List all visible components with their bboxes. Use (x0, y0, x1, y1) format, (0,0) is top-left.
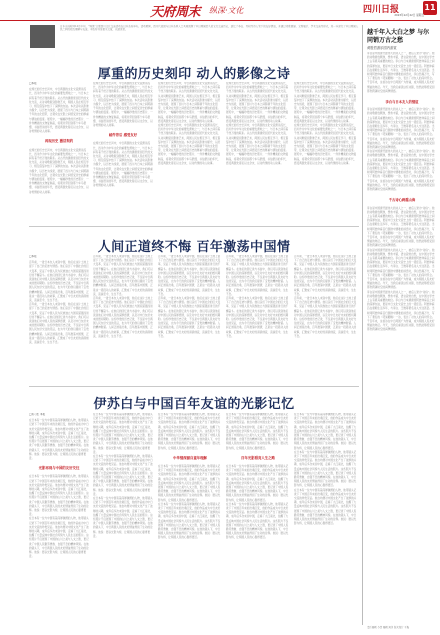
article-3-col-4 (226, 413, 290, 625)
article-2-col-3 (158, 255, 222, 380)
article-3-col-3 (158, 413, 222, 625)
article-2-text: 百年前，一批日本友人来到中国，他们在这片土地上留下了自己的足迹与情感。他们亲历了中国社会的巨大变革，见证了中国人民为民族独立与国家富强而进行的不懈奋斗。在他们的回忆录与书信中，我们可以读到他们对中国人民的深厚感情，以及对中日友好未来的殷切期盼。这些珍贵的历史记录，不仅是中日两国人民友好交往的见证，也为今天的我们提供了宝贵的精神财富。人间正道是沧桑，百年激荡中国情，正是这一段段动人的故事，汇聚成了中日友好的涓涓细流，流淌至今，生生不息。 (93, 255, 153, 296)
article-3-text: 在日本有一位与中国有着深厚渊源的人物，他用镜头记录下了中国百年来的沧桑巨变，他的作品成为中日友好交流的珍贵见证。他自幼便对中国文化产生了浓厚的兴趣，成年后多次来到中国，走遍了大江南北，拍摄了大量反映中国社会风貌与人民生活的照片。这些照片不仅展现了中国的山川之美与人文之胜，更记录了中国人民勤劳勇敢、自强不息的精神风貌。在他的镜头下，中日两国人民的友好情谊得到了生动的诠释。他说：愿以光影为桥，让两国人民的心靠得更近。 (29, 517, 89, 559)
sidebar-article-text: 李白是中国唐代最伟大的诗人之一，被后人誉为“诗仙”。他的诗歌豪放飘逸，想象丰富，语言流转自然，在中国文学史上占有极其重要的地位。李白与日本遣唐使阿倍仲麻吕之间的深厚友谊，更是中日文化交流史上的一段佳话。阿倍仲麻吕在唐朝生活多年，与李白、王维等著名诗人交往甚密。当听闻阿倍仲麻吕归国途中遇难的消息时，李白悲痛万分，写下了著名的《哭晁卿衡》一诗，表达了对友人的深切怀念。千百年来，这首诗在中日两国广为传诵，成为两国人民友好情谊的象征。今天，当我们重读这些诗篇，依然能够感受到那份跨越时空的真挚情感。 (367, 150, 435, 192)
article-2-text: 百年前，一批日本友人来到中国，他们在这片土地上留下了自己的足迹与情感。他们亲历了中国社会的巨大变革，见证了中国人民为民族独立与国家富强而进行的不懈奋斗。在他们的回忆录与书信中，我们可以读到他们对中国人民的深厚感情，以及对中日友好未来的殷切期盼。这些珍贵的历史记录，不仅是中日两国人民友好交往的见证，也为今天的我们提供了宝贵的精神财富。人间正道是沧桑，百年激荡中国情，正是这一段段动人的故事，汇聚成了中日友好的涓涓细流，流淌至今，生生不息。 (158, 255, 221, 296)
article-3-text: 在日本有一位与中国有着深厚渊源的人物，他用镜头记录下了中国百年来的沧桑巨变，他的作品成为中日友好交流的珍贵见证。他自幼便对中国文化产生了浓厚的兴趣，成年后多次来到中国，走遍了大江南北，拍摄了大量反映中国社会风貌与人民生活的照片。这些照片不仅展现了中国的山川之美与人文之胜，更记录了中国人民勤劳勇敢、自强不息的精神风貌。在他的镜头下，中日两国人民的友好情谊得到了生动的诠释。他说：愿以光影为桥，让两国人民的心靠得更近。 (93, 455, 153, 496)
sidebar-article-body (367, 52, 437, 622)
intro-text: 日本当地时间12月中旬，“锦绣”主题四川文化交流活动在日本各地举办。活动期间，四川代表团与日本各界人士共同回顾了中日两国悠久的文化交流历史，追忆了李白、苏轼等诗人笔下的友好情谊，并通过诗歌朗诵、文物展示、学术交流等形式，进一步深化了中日两国人民之间的相互理解与友谊。本版特刊发相关文章，以飨读者。 (60, 25, 359, 32)
article-3-subhead-1: 光影再现与中国的友好交往 (38, 466, 80, 471)
editor-credits: 责任编辑 李慧 编辑 刘洋 版式设计 王梅 (367, 626, 410, 629)
article-3-col-5 (294, 413, 358, 625)
article-2-text: 百年前，一批日本友人来到中国，他们在这片土地上留下了自己的足迹与情感。他们亲历了中国社会的巨大变革，见证了中国人民为民族独立与国家富强而进行的不懈奋斗。在他们的回忆录与书信中，我们可以读到他们对中国人民的深厚感情，以及对中日友好未来的殷切期盼。这些珍贵的历史记录，不仅是中日两国人民友好交往的见证，也为今天的我们提供了宝贵的精神财富。人间正道是沧桑，百年激荡中国情，正是这一段段动人的故事，汇聚成了中日友好的涓涓细流，流淌至今，生生不息。 (158, 297, 221, 338)
article-1-text: 在绵长的历史长河中，中日两国的文化交流源远流长，四川作为中华文化的重要发源地之一，与日本之间有着千丝万缕的联系。从古代的遣唐使到近代的文化交流，从诗词歌赋到影像艺术，两国人民在相互学习、相互借鉴中结下了深厚的友谊。本次活动以影像为媒介，以历史为线索，展现了四川与日本之间跨越千年的文化纽带，让观众在光影之间感受历史的厚重与情谊的温度。展览中，一幅幅珍贵的历史照片、一件件精美的文物复制品，将观众带回到那个车马很慢、书信很远的年代，感受两国先辈们以文会友、以诗传情的动人故事。 (294, 82, 357, 123)
article-1-col-3 (158, 82, 222, 222)
article-3-text: 在日本有一位与中国有着深厚渊源的人物，他用镜头记录下了中国百年来的沧桑巨变，他的作品成为中日友好交流的珍贵见证。他自幼便对中国文化产生了浓厚的兴趣，成年后多次来到中国，走遍了大江南北，拍摄了大量反映中国社会风貌与人民生活的照片。这些照片不仅展现了中国的山川之美与人文之胜，更记录了中国人民勤劳勇敢、自强不息的精神风貌。在他的镜头下，中日两国人民的友好情谊得到了生动的诠释。他说：愿以光影为桥，让两国人民的心靠得更近。 (29, 475, 89, 517)
article-2-col-4 (226, 255, 290, 380)
article-3-text: 在日本有一位与中国有着深厚渊源的人物，他用镜头记录下了中国百年来的沧桑巨变，他的作品成为中日友好交流的珍贵见证。他自幼便对中国文化产生了浓厚的兴趣，成年后多次来到中国，走遍了大江南北，拍摄了大量反映中国社会风貌与人民生活的照片。这些照片不仅展现了中国的山川之美与人文之胜，更记录了中国人民勤劳勇敢、自强不息的精神风貌。在他的镜头下，中日两国人民的友好情谊得到了生动的诠释。他说：愿以光影为桥，让两国人民的心靠得更近。 (226, 465, 289, 502)
article-2-title: 人间正道终不悔 百年激荡中国情 (97, 240, 291, 255)
article-2-text: 百年前，一批日本友人来到中国，他们在这片土地上留下了自己的足迹与情感。他们亲历了中国社会的巨大变革，见证了中国人民为民族独立与国家富强而进行的不懈奋斗。在他们的回忆录与书信中，我们可以读到他们对中国人民的深厚感情，以及对中日友好未来的殷切期盼。这些珍贵的历史记录，不仅是中日两国人民友好交往的见证，也为今天的我们提供了宝贵的精神财富。人间正道是沧桑，百年激荡中国情，正是这一段段动人的故事，汇聚成了中日友好的涓涓细流，流淌至今，生生不息。 (294, 297, 357, 338)
newspaper-name: 四川日报 (363, 5, 400, 15)
article-3-text: 在日本有一位与中国有着深厚渊源的人物，他用镜头记录下了中国百年来的沧桑巨变，他的作品成为中日友好交流的珍贵见证。他自幼便对中国文化产生了浓厚的兴趣，成年后多次来到中国，走遍了大江南北，拍摄了大量反映中国社会风貌与人民生活的照片。这些照片不仅展现了中国的山川之美与人文之胜，更记录了中国人民勤劳勇敢、自强不息的精神风貌。在他的镜头下，中日两国人民的友好情谊得到了生动的诠释。他说：愿以光影为桥，让两国人民的心靠得更近。 (158, 413, 221, 450)
article-2-text: 百年前，一批日本友人来到中国，他们在这片土地上留下了自己的足迹与情感。他们亲历了中国社会的巨大变革，见证了中国人民为民族独立与国家富强而进行的不懈奋斗。在他们的回忆录与书信中，我们可以读到他们对中国人民的深厚感情，以及对中日友好未来的殷切期盼。这些珍贵的历史记录，不仅是中日两国人民友好交往的见证，也为今天的我们提供了宝贵的精神财富。人间正道是沧桑，百年激荡中国情，正是这一段段动人的故事，汇聚成了中日友好的涓涓细流，流淌至今，生生不息。 (93, 297, 153, 338)
page-number: 11 (423, 1, 437, 15)
section-logo-sub: 纵深·文化 (209, 6, 244, 15)
sidebar-subhead-1: 李白与日本友人的情谊 (385, 100, 419, 105)
article-3-subhead-3: 百年光影照亮人生之路 (241, 455, 275, 460)
article-2-text: 百年前，一批日本友人来到中国，他们在这片土地上留下了自己的足迹与情感。他们亲历了中国社会的巨大变革，见证了中国人民为民族独立与国家富强而进行的不懈奋斗。在他们的回忆录与书信中，我们可以读到他们对中国人民的深厚感情，以及对中日友好未来的殷切期盼。这些珍贵的历史记录，不仅是中日两国人民友好交往的见证，也为今天的我们提供了宝贵的精神财富。人间正道是沧桑，百年激荡中国情，正是这一段段动人的故事，汇聚成了中日友好的涓涓细流，流淌至今，生生不息。 (226, 297, 289, 338)
article-3-text: 在日本有一位与中国有着深厚渊源的人物，他用镜头记录下了中国百年来的沧桑巨变，他的作品成为中日友好交流的珍贵见证。他自幼便对中国文化产生了浓厚的兴趣，成年后多次来到中国，走遍了大江南北，拍摄了大量反映中国社会风貌与人民生活的照片。这些照片不仅展现了中国的山川之美与人文之胜，更记录了中国人民勤劳勇敢、自强不息的精神风貌。在他的镜头下，中日两国人民的友好情谊得到了生动的诠释。他说：愿以光影为桥，让两国人民的心靠得更近。 (294, 488, 357, 526)
article-1-title: 厚重的历史刻印 动人的影像之诗 (97, 67, 291, 82)
sidebar-subhead-2: 千古诗心跨越山海 (388, 198, 416, 203)
article-1-subhead-2: 邮件背后 感受友好 (108, 133, 138, 138)
sidebar-article-text: 李白是中国唐代最伟大的诗人之一，被后人誉为“诗仙”。他的诗歌豪放飘逸，想象丰富，语言流转自然，在中国文学史上占有极其重要的地位。李白与日本遣唐使阿倍仲麻吕之间的深厚友谊，更是中日文化交流史上的一段佳话。阿倍仲麻吕在唐朝生活多年，与李白、王维等著名诗人交往甚密。当听闻阿倍仲麻吕归国途中遇难的消息时，李白悲痛万分，写下了著名的《哭晁卿衡》一诗，表达了对友人的深切怀念。千百年来，这首诗在中日两国广为传诵，成为两国人民友好情谊的象征。今天，当我们重读这些诗篇，依然能够感受到那份跨越时空的真挚情感。 (367, 248, 435, 290)
column-divider (362, 25, 363, 625)
article-2-col-5 (294, 255, 358, 380)
article-3-text: 在日本有一位与中国有着深厚渊源的人物，他用镜头记录下了中国百年来的沧桑巨变，他的作品成为中日友好交流的珍贵见证。他自幼便对中国文化产生了浓厚的兴趣，成年后多次来到中国，走遍了大江南北，拍摄了大量反映中国社会风貌与人民生活的照片。这些照片不仅展现了中国的山川之美与人文之胜，更记录了中国人民勤劳勇敢、自强不息的精神风貌。在他的镜头下，中日两国人民的友好情谊得到了生动的诠释。他说：愿以光影为桥，让两国人民的心靠得更近。 (226, 502, 289, 540)
article-3-subhead-2: 中华情深源自童年理解 (173, 455, 207, 460)
article-1-col-4 (226, 82, 290, 222)
article-1-subhead-1: 再现历史 激活契约 (44, 139, 74, 144)
article-2-text: 百年前，一批日本友人来到中国，他们在这片土地上留下了自己的足迹与情感。他们亲历了中国社会的巨大变革，见证了中国人民为民族独立与国家富强而进行的不懈奋斗。在他们的回忆录与书信中，我们可以读到他们对中国人民的深厚感情，以及对中日友好未来的殷切期盼。这些珍贵的历史记录，不仅是中日两国人民友好交往的见证，也为今天的我们提供了宝贵的精神财富。人间正道是沧桑，百年激荡中国情，正是这一段段动人的故事，汇聚成了中日友好的涓涓细流，流淌至今，生生不息。 (294, 255, 357, 296)
article-3-text: 在日本有一位与中国有着深厚渊源的人物，他用镜头记录下了中国百年来的沧桑巨变，他的作品成为中日友好交流的珍贵见证。他自幼便对中国文化产生了浓厚的兴趣，成年后多次来到中国，走遍了大江南北，拍摄了大量反映中国社会风貌与人民生活的照片。这些照片不仅展现了中国的山川之美与人文之胜，更记录了中国人民勤劳勇敢、自强不息的精神风貌。在他的镜头下，中日两国人民的友好情谊得到了生动的诠释。他说：愿以光影为桥，让两国人民的心靠得更近。 (93, 497, 153, 538)
article-3-text: 在日本有一位与中国有着深厚渊源的人物，他用镜头记录下了中国百年来的沧桑巨变，他的作品成为中日友好交流的珍贵见证。他自幼便对中国文化产生了浓厚的兴趣，成年后多次来到中国，走遍了大江南北，拍摄了大量反映中国社会风貌与人民生活的照片。这些照片不仅展现了中国的山川之美与人文之胜，更记录了中国人民勤劳勇敢、自强不息的精神风貌。在他的镜头下，中日两国人民的友好情谊得到了生动的诠释。他说：愿以光影为桥，让两国人民的心靠得更近。 (158, 502, 221, 540)
section-divider-1 (29, 226, 359, 227)
article-1-text: 在绵长的历史长河中，中日两国的文化交流源远流长，四川作为中华文化的重要发源地之一，与日本之间有着千丝万缕的联系。从古代的遣唐使到近代的文化交流，从诗词歌赋到影像艺术，两国人民在相互学习、相互借鉴中结下了深厚的友谊。本次活动以影像为媒介，以历史为线索，展现了四川与日本之间跨越千年的文化纽带，让观众在光影之间感受历史的厚重与情谊的温度。展览中，一幅幅珍贵的历史照片、一件件精美的文物复制品，将观众带回到那个车马很慢、书信很远的年代，感受两国先辈们以文会友、以诗传情的动人故事。 (93, 82, 153, 128)
article-1-author: □本报 (29, 82, 37, 85)
article-3-col-1 (29, 413, 89, 625)
article-1-text: 在绵长的历史长河中，中日两国的文化交流源远流长，四川作为中华文化的重要发源地之一，与日本之间有着千丝万缕的联系。从古代的遣唐使到近代的文化交流，从诗词歌赋到影像艺术，两国人民在相互学习、相互借鉴中结下了深厚的友谊。本次活动以影像为媒介，以历史为线索，展现了四川与日本之间跨越千年的文化纽带，让观众在光影之间感受历史的厚重与情谊的温度。展览中，一幅幅珍贵的历史照片、一件件精美的文物复制品，将观众带回到那个车马很慢、书信很远的年代，感受两国先辈们以文会友、以诗传情的动人故事。 (226, 124, 289, 165)
article-1-text: 在绵长的历史长河中，中日两国的文化交流源远流长，四川作为中华文化的重要发源地之一，与日本之间有着千丝万缕的联系。从古代的遣唐使到近代的文化交流，从诗词歌赋到影像艺术，两国人民在相互学习、相互借鉴中结下了深厚的友谊。本次活动以影像为媒介，以历史为线索，展现了四川与日本之间跨越千年的文化纽带，让观众在光影之间感受历史的厚重与情谊的温度。展览中，一幅幅珍贵的历史照片、一件件精美的文物复制品，将观众带回到那个车马很慢、书信很远的年代，感受两国先辈们以文会友、以诗传情的动人故事。 (294, 124, 357, 165)
article-1-text: 在绵长的历史长河中，中日两国的文化交流源远流长，四川作为中华文化的重要发源地之一，与日本之间有着千丝万缕的联系。从古代的遣唐使到近代的文化交流，从诗词歌赋到影像艺术，两国人民在相互学习、相互借鉴中结下了深厚的友谊。本次活动以影像为媒介，以历史为线索，展现了四川与日本之间跨越千年的文化纽带，让观众在光影之间感受历史的厚重与情谊的温度。展览中，一幅幅珍贵的历史照片、一件件精美的文物复制品，将观众带回到那个车马很慢、书信很远的年代，感受两国先辈们以文会友、以诗传情的动人故事。 (29, 148, 89, 194)
issue-date: 2023年12月22日 星期五 (394, 14, 424, 17)
sidebar-article-text: 李白是中国唐代最伟大的诗人之一，被后人誉为“诗仙”。他的诗歌豪放飘逸，想象丰富，语言流转自然，在中国文学史上占有极其重要的地位。李白与日本遣唐使阿倍仲麻吕之间的深厚友谊，更是中日文化交流史上的一段佳话。阿倍仲麻吕在唐朝生活多年，与李白、王维等著名诗人交往甚密。当听闻阿倍仲麻吕归国途中遇难的消息时，李白悲痛万分，写下了著名的《哭晁卿衡》一诗，表达了对友人的深切怀念。千百年来，这首诗在中日两国广为传诵，成为两国人民友好情谊的象征。今天，当我们重读这些诗篇，依然能够感受到那份跨越时空的真挚情感。 (367, 108, 435, 150)
article-3-author: □实习生 本报 (29, 413, 46, 416)
sidebar-article-title: 越千年入大白之梦 与尔同销万古之愁 (367, 29, 430, 44)
article-2-col-1 (29, 255, 89, 380)
article-1-text: 在绵长的历史长河中，中日两国的文化交流源远流长，四川作为中华文化的重要发源地之一，与日本之间有着千丝万缕的联系。从古代的遣唐使到近代的文化交流，从诗词歌赋到影像艺术，两国人民在相互学习、相互借鉴中结下了深厚的友谊。本次活动以影像为媒介，以历史为线索，展现了四川与日本之间跨越千年的文化纽带，让观众在光影之间感受历史的厚重与情谊的温度。展览中，一幅幅珍贵的历史照片、一件件精美的文物复制品，将观众带回到那个车马很慢、书信很远的年代，感受两国先辈们以文会友、以诗传情的动人故事。 (226, 82, 289, 123)
article-2-text: 百年前，一批日本友人来到中国，他们在这片土地上留下了自己的足迹与情感。他们亲历了中国社会的巨大变革，见证了中国人民为民族独立与国家富强而进行的不懈奋斗。在他们的回忆录与书信中，我们可以读到他们对中国人民的深厚感情，以及对中日友好未来的殷切期盼。这些珍贵的历史记录，不仅是中日两国人民友好交往的见证，也为今天的我们提供了宝贵的精神财富。人间正道是沧桑，百年激荡中国情，正是这一段段动人的故事，汇聚成了中日友好的涓涓细流，流淌至今，生生不息。 (226, 255, 289, 296)
sidebar-article-text: 李白是中国唐代最伟大的诗人之一，被后人誉为“诗仙”。他的诗歌豪放飘逸，想象丰富，语言流转自然，在中国文学史上占有极其重要的地位。李白与日本遣唐使阿倍仲麻吕之间的深厚友谊，更是中日文化交流史上的一段佳话。阿倍仲麻吕在唐朝生活多年，与李白、王维等著名诗人交往甚密。当听闻阿倍仲麻吕归国途中遇难的消息时，李白悲痛万分，写下了著名的《哭晁卿衡》一诗，表达了对友人的深切怀念。千百年来，这首诗在中日两国广为传诵，成为两国人民友好情谊的象征。今天，当我们重读这些诗篇，依然能够感受到那份跨越时空的真挚情感。 (367, 206, 435, 248)
article-3-col-2 (93, 413, 153, 625)
article-3-text: 在日本有一位与中国有着深厚渊源的人物，他用镜头记录下了中国百年来的沧桑巨变，他的作品成为中日友好交流的珍贵见证。他自幼便对中国文化产生了浓厚的兴趣，成年后多次来到中国，走遍了大江南北，拍摄了大量反映中国社会风貌与人民生活的照片。这些照片不仅展现了中国的山川之美与人文之胜，更记录了中国人民勤劳勇敢、自强不息的精神风貌。在他的镜头下，中日两国人民的友好情谊得到了生动的诠释。他说：愿以光影为桥，让两国人民的心靠得更近。 (158, 465, 221, 502)
section-divider-2 (29, 386, 359, 387)
article-1-text: 在绵长的历史长河中，中日两国的文化交流源远流长，四川作为中华文化的重要发源地之一，与日本之间有着千丝万缕的联系。从古代的遣唐使到近代的文化交流，从诗词歌赋到影像艺术，两国人民在相互学习、相互借鉴中结下了深厚的友谊。本次活动以影像为媒介，以历史为线索，展现了四川与日本之间跨越千年的文化纽带，让观众在光影之间感受历史的厚重与情谊的温度。展览中，一幅幅珍贵的历史照片、一件件精美的文物复制品，将观众带回到那个车马很慢、书信很远的年代，感受两国先辈们以文会友、以诗传情的动人故事。 (29, 88, 89, 134)
article-3-text: 在日本有一位与中国有着深厚渊源的人物，他用镜头记录下了中国百年来的沧桑巨变，他的作品成为中日友好交流的珍贵见证。他自幼便对中国文化产生了浓厚的兴趣，成年后多次来到中国，走遍了大江南北，拍摄了大量反映中国社会风貌与人民生活的照片。这些照片不仅展现了中国的山川之美与人文之胜，更记录了中国人民勤劳勇敢、自强不息的精神风貌。在他的镜头下，中日两国人民的友好情谊得到了生动的诠释。他说：愿以光影为桥，让两国人民的心靠得更近。 (294, 413, 357, 450)
article-2-text: 百年前，一批日本友人来到中国，他们在这片土地上留下了自己的足迹与情感。他们亲历了中国社会的巨大变革，见证了中国人民为民族独立与国家富强而进行的不懈奋斗。在他们的回忆录与书信中，我们可以读到他们对中国人民的深厚感情，以及对中日友好未来的殷切期盼。这些珍贵的历史记录，不仅是中日两国人民友好交往的见证，也为今天的我们提供了宝贵的精神财富。人间正道是沧桑，百年激荡中国情，正是这一段段动人的故事，汇聚成了中日友好的涓涓细流，流淌至今，生生不息。 (29, 261, 89, 303)
article-3-text: 在日本有一位与中国有着深厚渊源的人物，他用镜头记录下了中国百年来的沧桑巨变，他的作品成为中日友好交流的珍贵见证。他自幼便对中国文化产生了浓厚的兴趣，成年后多次来到中国，走遍了大江南北，拍摄了大量反映中国社会风貌与人民生活的照片。这些照片不仅展现了中国的山川之美与人文之胜，更记录了中国人民勤劳勇敢、自强不息的精神风貌。在他的镜头下，中日两国人民的友好情谊得到了生动的诠释。他说：愿以光影为桥，让两国人民的心靠得更近。 (29, 419, 89, 461)
article-2-text: 百年前，一批日本友人来到中国，他们在这片土地上留下了自己的足迹与情感。他们亲历了中国社会的巨大变革，见证了中国人民为民族独立与国家富强而进行的不懈奋斗。在他们的回忆录与书信中，我们可以读到他们对中国人民的深厚感情，以及对中日友好未来的殷切期盼。这些珍贵的历史记录，不仅是中日两国人民友好交往的见证，也为今天的我们提供了宝贵的精神财富。人间正道是沧桑，百年激荡中国情，正是这一段段动人的故事，汇聚成了中日友好的涓涓细流，流淌至今，生生不息。 (29, 303, 89, 345)
article-3-title: 伊苏白与中国百年友谊的光影记忆 (93, 397, 295, 412)
article-1-col-1 (29, 82, 89, 222)
article-3-text: 在日本有一位与中国有着深厚渊源的人物，他用镜头记录下了中国百年来的沧桑巨变，他的作品成为中日友好交流的珍贵见证。他自幼便对中国文化产生了浓厚的兴趣，成年后多次来到中国，走遍了大江南北，拍摄了大量反映中国社会风貌与人民生活的照片。这些照片不仅展现了中国的山川之美与人文之胜，更记录了中国人民勤劳勇敢、自强不息的精神风貌。在他的镜头下，中日两国人民的友好情谊得到了生动的诠释。他说：愿以光影为桥，让两国人民的心靠得更近。 (93, 413, 153, 454)
article-1-col-5 (294, 82, 358, 222)
sidebar-article-subtitle: 黄胜哲游乐园内游赏 (367, 46, 397, 50)
article-1-col-2 (93, 82, 153, 222)
article-2-col-2 (93, 255, 153, 380)
section-logo: 天府周末 (150, 5, 201, 20)
article-3-text: 在日本有一位与中国有着深厚渊源的人物，他用镜头记录下了中国百年来的沧桑巨变，他的作品成为中日友好交流的珍贵见证。他自幼便对中国文化产生了浓厚的兴趣，成年后多次来到中国，走遍了大江南北，拍摄了大量反映中国社会风貌与人民生活的照片。这些照片不仅展现了中国的山川之美与人文之胜，更记录了中国人民勤劳勇敢、自强不息的精神风貌。在他的镜头下，中日两国人民的友好情谊得到了生动的诠释。他说：愿以光影为桥，让两国人民的心靠得更近。 (226, 413, 289, 450)
article-1-text: 在绵长的历史长河中，中日两国的文化交流源远流长，四川作为中华文化的重要发源地之一，与日本之间有着千丝万缕的联系。从古代的遣唐使到近代的文化交流，从诗词歌赋到影像艺术，两国人民在相互学习、相互借鉴中结下了深厚的友谊。本次活动以影像为媒介，以历史为线索，展现了四川与日本之间跨越千年的文化纽带，让观众在光影之间感受历史的厚重与情谊的温度。展览中，一幅幅珍贵的历史照片、一件件精美的文物复制品，将观众带回到那个车马很慢、书信很远的年代，感受两国先辈们以文会友、以诗传情的动人故事。 (158, 124, 221, 165)
header-rule (0, 20, 440, 21)
article-3-text: 在日本有一位与中国有着深厚渊源的人物，他用镜头记录下了中国百年来的沧桑巨变，他的作品成为中日友好交流的珍贵见证。他自幼便对中国文化产生了浓厚的兴趣，成年后多次来到中国，走遍了大江南北，拍摄了大量反映中国社会风貌与人民生活的照片。这些照片不仅展现了中国的山川之美与人文之胜，更记录了中国人民勤劳勇敢、自强不息的精神风貌。在他的镜头下，中日两国人民的友好情谊得到了生动的诠释。他说：愿以光影为桥，让两国人民的心靠得更近。 (294, 450, 357, 488)
sidebar-article-text: 李白是中国唐代最伟大的诗人之一，被后人誉为“诗仙”。他的诗歌豪放飘逸，想象丰富，语言流转自然，在中国文学史上占有极其重要的地位。李白与日本遣唐使阿倍仲麻吕之间的深厚友谊，更是中日文化交流史上的一段佳话。阿倍仲麻吕在唐朝生活多年，与李白、王维等著名诗人交往甚密。当听闻阿倍仲麻吕归国途中遇难的消息时，李白悲痛万分，写下了著名的《哭晁卿衡》一诗，表达了对友人的深切怀念。千百年来，这首诗在中日两国广为传诵，成为两国人民友好情谊的象征。今天，当我们重读这些诗篇，依然能够感受到那份跨越时空的真挚情感。 (367, 290, 435, 332)
article-1-text: 在绵长的历史长河中，中日两国的文化交流源远流长，四川作为中华文化的重要发源地之一，与日本之间有着千丝万缕的联系。从古代的遣唐使到近代的文化交流，从诗词歌赋到影像艺术，两国人民在相互学习、相互借鉴中结下了深厚的友谊。本次活动以影像为媒介，以历史为线索，展现了四川与日本之间跨越千年的文化纽带，让观众在光影之间感受历史的厚重与情谊的温度。展览中，一幅幅珍贵的历史照片、一件件精美的文物复制品，将观众带回到那个车马很慢、书信很远的年代，感受两国先辈们以文会友、以诗传情的动人故事。 (93, 142, 153, 188)
article-1-text: 在绵长的历史长河中，中日两国的文化交流源远流长，四川作为中华文化的重要发源地之一，与日本之间有着千丝万缕的联系。从古代的遣唐使到近代的文化交流，从诗词歌赋到影像艺术，两国人民在相互学习、相互借鉴中结下了深厚的友谊。本次活动以影像为媒介，以历史为线索，展现了四川与日本之间跨越千年的文化纽带，让观众在光影之间感受历史的厚重与情谊的温度。展览中，一幅幅珍贵的历史照片、一件件精美的文物复制品，将观众带回到那个车马很慢、书信很远的年代，感受两国先辈们以文会友、以诗传情的动人故事。 (158, 82, 221, 123)
intro-photo (30, 25, 55, 48)
article-2-author: □本报 (29, 255, 37, 258)
sidebar-article-text: 李白是中国唐代最伟大的诗人之一，被后人誉为“诗仙”。他的诗歌豪放飘逸，想象丰富，语言流转自然，在中国文学史上占有极其重要的地位。李白与日本遣唐使阿倍仲麻吕之间的深厚友谊，更是中日文化交流史上的一段佳话。阿倍仲麻吕在唐朝生活多年，与李白、王维等著名诗人交往甚密。当听闻阿倍仲麻吕归国途中遇难的消息时，李白悲痛万分，写下了著名的《哭晁卿衡》一诗，表达了对友人的深切怀念。千百年来，这首诗在中日两国广为传诵，成为两国人民友好情谊的象征。今天，当我们重读这些诗篇，依然能够感受到那份跨越时空的真挚情感。 (367, 52, 435, 93)
